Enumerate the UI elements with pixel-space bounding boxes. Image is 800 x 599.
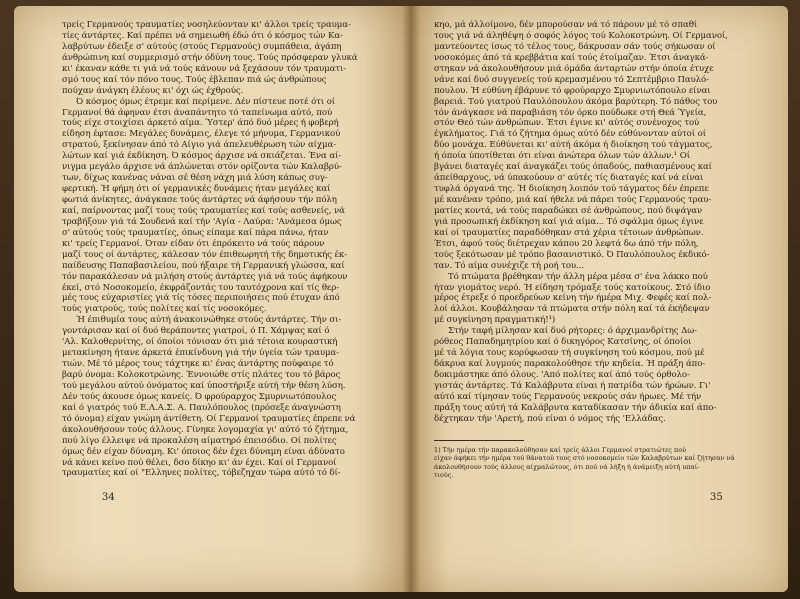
footnote-line: 1) Τήν ημέρα τήν παρακολούθησαν καί τρείς άλλοι Γερμανοί στρατιώτες πού [434,446,686,454]
footnote [434,446,735,480]
text-line: νάνε καί δυό συγγενείς τού κρεμασμένου τό Σεπτέμβριο Παυλό- [434,74,709,85]
text-line: άπείθαρχους, νά ύπακούουν σ' αύτές τίς διαταγές καί νά είναι [434,173,704,184]
footnote-line: είχαν άφήκει τήν ημέρα τού θάνατού τους στό νοσοκομείο τών Καλαβρύτων καί ζήτησαν νά [434,454,735,463]
text-line: μαντεύοντες ίσως τό τέλος τους, δάκρυσαν σάν τούς σήκωσαν οί [434,41,716,52]
text-line: τραυματίες καί οί "Ελληνες πολίτες, τόβεζηχαν τώρα αύτό τό δί- [62,468,341,479]
text-line: τρείς Γερμανούς τραυματίες νοσηλεύονταν κι' άλλοι τρείς τραυμα- [62,20,351,30]
text-line: ή όποία ύποτίθεται ότι είναι άνώτερα όλων τών άλλων.¹ Οί [434,151,690,162]
text-line: άνθρώπινη καί συμμερισμό στήν όδύνη τους. Τούς πρόσφεραν γλυκά [62,52,358,63]
text-line: δάκρυα καί λυγμούς παρακολούθησε τήν κηδεία. Ή πράξη άπο- [434,359,706,370]
text-line: λώτων καί γιά έκδίκηση. Ό κόσμος άρχισε νά σκιάζεται. Ένα αί- [62,151,342,162]
text-line: άκολουθήσουν τούς άλλους. Γίνηκε λογομαχία γι' αύτό τό ζήτημα, [62,424,349,435]
text-line: καί, παίρνοντας μαζί τους τούς τραυματίες καί τούς ασθενείς, νά [62,205,345,216]
text-line: μέ συγκίνηση πραγματική!¹) [434,315,556,326]
text-line: Γερμανοί θά άφηναν έτσι άναπάντητο τό ταπείνωμα αύτό, πού [62,107,333,118]
text-line: γιά προσωπική έκδίκηση καί γιά αίμα... Τό σφάλμα όμως έγινε [434,216,704,227]
text-line: τόν παρακάλεσαν νά μιλήση στούς άντάρτες γιά νά τούς άφήκουν [62,271,348,282]
text-line: Δέν τούς άκουσε όμως κανείς. Ό φρούραρχος Σμυρνιωτόπουλος [62,391,337,402]
text-line: τού μεγάλου αύτού όνόματος καί ύποστήριξε αύτή τήν θέση λύση. [62,380,346,391]
left-page-number: 34 [102,492,115,503]
left-page [14,6,410,592]
text-line: νιγμα μεγάλο άρχισε νά άπλώνεται στόν ορίζοντα τών Καλαβρύ- [62,162,342,173]
text-line: Ή έπιθυμία τους αύτή άνακοινώθηκε στούς άντάρτες. Τήν σι- [76,315,342,326]
text-line: στόν Θεό τών άνθρώπων. Έτσι έγινε κι' αύτός συνένοχος τού [434,118,700,129]
text-line: ματίες κοντά, νά τούς παραδώκει σέ άνθρώπους, πού διψάγαν [434,205,703,216]
book-gutter [402,6,420,592]
right-page-text [434,20,728,425]
text-line: βγάνει διαταγές καί άναγκάζει τούς όπαδούς, παθιασμένους καί [434,162,712,173]
text-line: Ό κόσμος όμως έτρεμε καί περίμενε. Δέν πίστευε ποτέ ότι οί [76,96,336,107]
text-line: βαρύ όνομα: Κολοκοτρώνης. Έννοιώθε στίς πλάτες του τό βάρος [62,370,341,380]
right-page [410,6,788,592]
text-line: πού λίγο έλλειψε νά προκαλέση αίματηρό έπεισόδιο. Οί πολίτες [62,435,337,446]
text-line: τους γιά νά άληθέψη ό σοφός λόγος τού Κολοκοτρώνη. Οί Γερμανοί, [434,30,728,41]
text-line: στηκαν νά άκολουθήσουν μιά όμάδα άνταρτών στήν όποία έτυχε [434,63,714,74]
text-line: ήταν γιομάτος νερό. Ή είδηση τρόμαξε τούς κατοίκους. Στό ίδιο [434,282,711,293]
text-line: μέρος έτρεξε ό προεδρεύων κείνη τήν ήμέρα Μιχ. Φεφές καί πολ- [434,293,712,304]
text-line: μαζί τους οί άντάρτες, κάλεσαν τόν έπιθεωρητή τής δημοτικής έκ- [62,249,347,260]
text-line: σ' αύτούς τούς τραυματίες, όπως είπαμε καί πάρα πάνω, ήταν [62,227,329,238]
text-line: τίες άντάρτες. Καί πρέπει νά σημειωθή έδώ ότι ό κόσμος τών Κα- [62,30,343,41]
text-line: μέ τά λόγια τους κορύφωσαν τή συγκίνηση τού κόσμου, πού μέ [434,348,705,359]
text-line: δύο μονάχα. Εύθύνεται κι' αύτή άκόμα ή διοίκηση τού τάγματος, [434,140,713,151]
text-line: καί ό γιατρός τού Ε.Λ.Α.Σ. Α. Παυλόπουλος (πρόσεξε άναγνώστη [62,402,341,413]
text-line: Τό πτώματα βρέθηκαν τήν άλλη μέρα μέσα σ' ένα λάκκο πού [448,271,708,282]
text-line: Στήν ταφή μίλησαν καί δυό ρήτορες: ό άρχιμανδρίτης Δω- [448,326,697,337]
text-line: έγκλήματος. Γιά τό ζήτημα όμως αύτό δέν εύθύνονταν αύτοί οί [434,129,706,140]
text-line: των, δίχως κανένας νάναι σέ θέση νάχη μιά λύση κάπως συγ- [62,173,328,184]
text-line: μετακίνηση ήτανε άρκετά έπικίνδυνη γιά τήν ύγεία τών τραυμα- [62,348,339,359]
text-line: παίδευσης Παπαβασιλείου, πού ήξαιρε τή Γερμανική γλώσσα, καί [62,260,345,271]
text-line: καί οί τραυματίες παραδόθηκαν στά χέρια τέτοιων άνθρώπων. [434,227,704,238]
text-line: κι' έκαναν κάθε τι γιά νά τούς κάνουν νά ξεχάσουν τόν τραυματι- [62,63,347,74]
text-line: αύτό καί τίμησαν τούς Γερμανούς νεκρούς σάν ήρωες. Μέ τήν [434,391,702,402]
text-line: 'Αλ. Καλοθερνίτης, οί όποίοι τόνισαν ότι μιά τέτοια κουραστική [62,337,338,348]
text-line: τούς ξεκότωσαν μέ τρόπο βασανιστικό. Ό Παυλόπουλος έκδικό- [434,249,710,260]
text-line: τιών. Μέ τό μέρος τους τάχτηκε κι' ένας άντάρτης πούφαιρε τό [62,359,334,370]
text-line: βαρειά. Τού γιατρού Παυλόπουλου άκόμα βαρύτερη. Τό πάθος του [434,96,718,107]
text-line: πράξη τους αύτή τά Καλάβρυτα καταδίκασαν τήν άδικία καί άπο- [434,402,717,413]
text-line: νά κάνει κείνο πού θέλει, δσο δίκηο κι' άν έχει. Καί οί Γερμανοί [62,457,337,468]
text-line: γοντάρισαν καί οί δυό θεράποντες γιατροί, ό Π. Χάμψας καί ό [62,326,330,337]
text-line: τυφλά όργανά της. Ή διοίκηση λοιπόν τού τάγματος δέν έπρεπε [434,184,709,195]
text-line: γιστάς άντάρτες. Τά Καλάβρυτα είναι ή πατρίδα τών ήρώων. Γι' [434,380,711,391]
text-line: πούχαν άνάγκη έλέους κι' όχι ώς έχθρούς. [62,85,244,96]
text-line: μέ κανέναν τρόπο, μιά καί ήθελε νά πάρει τούς Γερμανούς τραυ- [434,195,712,205]
text-line: τούς είχε στοιχίσει άρκετό αίμα. Ύστερ' άπό δυό μέρες ή φοβερή [62,118,339,129]
text-line: Έτσι, άφού τούς διέτρεχαν κάπου 20 λεφτά δω άπό τήν πόλη, [434,238,699,249]
text-line: νοσοκόμες άπό τά κρεββάτια καί τούς έτοίμαζαν. Έτσι άναγκά- [434,52,709,63]
text-line: φωτιά άνίκητες, άνάγκασε τούς άντάρτες νά άφήσουν τήν πόλη [62,195,337,205]
text-line: δέχτηκαν τήν 'Αρετή, πού είναι ό νόμος τής 'Ελλάδας. [434,413,666,424]
footnote-line: τιούς. [434,471,454,480]
footnote-line: άκολουθήσουν τούς άλλους αίχμαλώτους, ότι πού νά λήξη ή άνάμειξη αύτή υπαί- [434,462,700,471]
text-line: έκεί, στό Νοσοκομείο, έκφράζοντάς του ταυτόχρονα καί τίς θερ- [62,282,340,293]
text-line: σμό τους καί τόν πόνο τους. Τούς έβλεπαν πιά ώς άνθρώπους [62,74,327,85]
text-line: είδηση έφτασε: Μεγάλες δυνάμεις, έλεγε τό μήνυμα, Γερμανικού [62,129,341,140]
text-line: κι' τρείς Γερμανοί. Όταν είδαν ότι έπρόκειτο νά τούς πάρουν [62,238,325,249]
text-line: τόν άνάγκασε νά παραβιάση τόν όρκο πούδωκε στή Θεά Ύγεία, [434,107,707,118]
text-line: πουλου. Ή εύθύνη έβάρυνε τό φρούραρχο Σμυρνιωτόπουλο είναι [434,85,711,96]
text-line: φερτική. Ή φήμη ότι οί γερμανικές δυνάμεις ήταν μεγάλες καί [62,184,331,195]
footnote-rule [434,440,524,441]
text-line: κηο, μά άλλοίμονο, δέν μπορούσαν νά τό πάρουν μέ τό σπαθί [434,20,698,30]
text-line: τούς γιατρούς, τούς πολίτες καί τίς νοσοκόμες. [62,304,267,315]
text-line: ρόθεος Παπαδημητρίου καί ό δικηγόρος Κατσίνης, οί όποίοι [434,337,692,348]
left-page-text [62,20,357,479]
text-line: λαβρύτων έδειξε σ' αύτούς (στούς Γερμανούς) συμπάθεια, άγάπη [62,41,342,52]
text-line: τραβήξουν γιά τά Σουδενά καί τήν 'Αγία - Λαύρα: 'Ανάμεσα όμως [62,216,342,227]
text-line: μές τους εύχαριστίες γιά τίς τόσες περιποιήσεις πού έτυχαν άπό [62,293,340,304]
text-line: ταν. Τό αίμα συνέχιζε τή ροή του... [434,260,584,271]
text-line: λοί άλλοι. Κουβάλησαν τά πτώματα στήν πόλη καί τά έκήδεψαν [434,304,710,315]
right-page-number: 35 [710,492,723,503]
text-line: τό όνομα) είχαν γνώμη άντίθετη. Οί Γερμανοί τραυματίες έπρεπε νά [62,413,356,424]
text-line: δοκιμάστηκε άπό όλους. 'Από πολίτες καί άπό τούς όρθολο- [434,370,690,380]
text-line: στρατού, ξεκίνησαν άπό τό Αίγιο γιά άπελευθέρωση τών αίχμα- [62,140,337,151]
text-line: όμως δέν είχαν δύναμη. Κι' όποιος δέν έχει δύναμη είναι άδύνατο [62,446,345,457]
